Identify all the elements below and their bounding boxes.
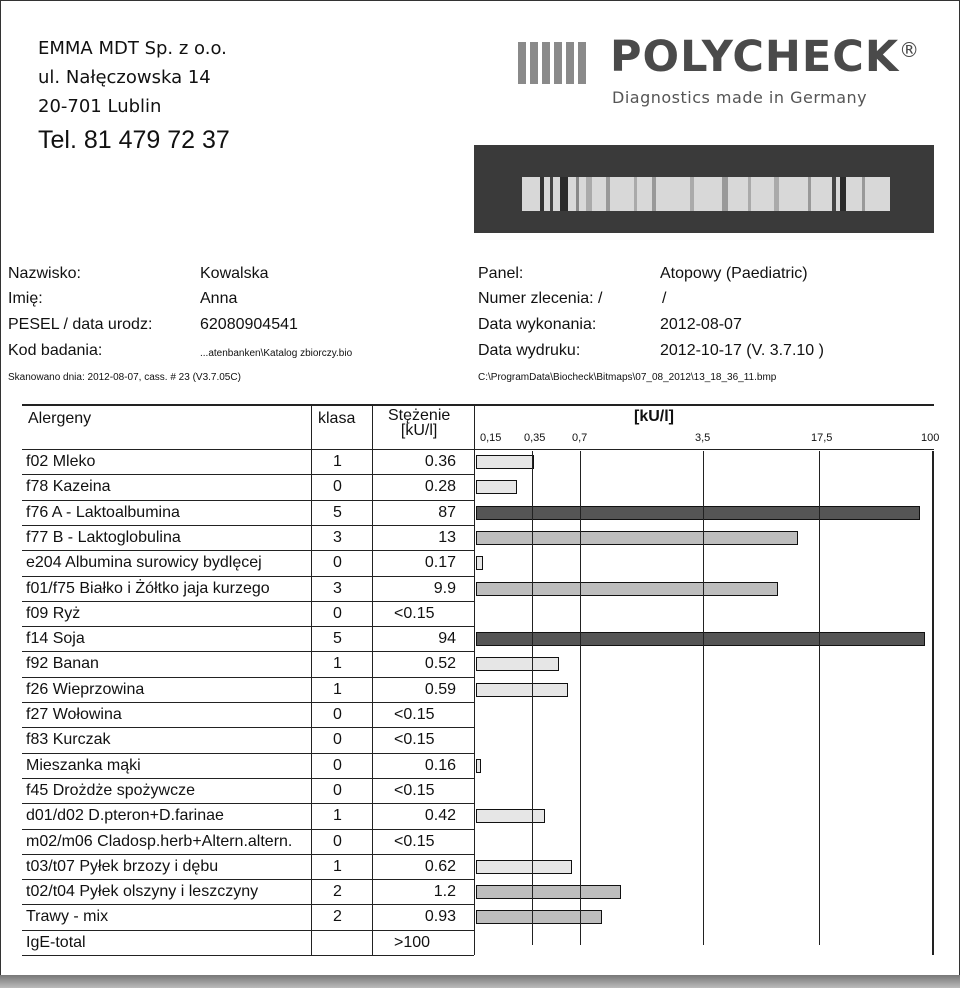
surname-value: Kowalska [200,265,269,282]
table-top-border [22,404,934,406]
lab-city: 20-701 Lublin [38,96,162,117]
row-divider [22,576,474,577]
surname-label: Nazwisko: [8,265,81,282]
result-bar [476,582,778,596]
chart-tick-label: 0,7 [572,432,588,444]
chart-tick-label: 3,5 [695,432,711,444]
order-number-label: Numer zlecenia: / [478,290,603,307]
page-edge-shadow [0,975,960,988]
allergen-concentration: 13 [438,528,456,546]
code-value: ...atenbanken\Katalog zbiorczy.bio [200,348,353,359]
allergen-class: 3 [333,579,342,597]
allergen-class: 5 [333,503,342,521]
name-label: Imię: [8,290,43,307]
printed-label: Data wydruku: [478,342,581,359]
allergen-name: f76 A - Laktoalbumina [26,503,180,521]
result-bar [476,632,925,646]
allergen-name: f09 Ryż [26,604,81,622]
row-divider [22,829,474,830]
chart-tick-label: 0,15 [480,432,502,444]
logo-bars-icon [518,42,590,89]
allergen-concentration: <0.15 [394,781,435,799]
allergen-name: f45 Drożdże spożywcze [26,781,195,799]
allergen-concentration: <0.15 [394,604,435,622]
allergen-name: f02 Mleko [26,453,96,470]
pesel-label: PESEL / data urodz: [8,316,153,333]
chart-grid-line [819,451,820,945]
test-strip-bands [522,177,890,211]
row-divider [22,651,474,652]
allergen-name: f77 B - Laktoglobulina [26,528,181,546]
result-bar [476,860,572,874]
bitmap-path: C:\ProgramData\Biocheck\Bitmaps\07_08_2012\13_18_36_11.bmp [478,372,777,383]
result-bar [476,531,798,545]
chart-right-border [932,451,934,955]
allergen-concentration: 0.93 [424,908,456,926]
results-table [22,404,940,954]
panel-label: Panel: [478,265,524,282]
chart-grid-line [532,451,533,945]
header-chart-unit: [kU/l] [634,408,674,425]
allergen-class: 0 [333,706,342,723]
allergen-name: f01/f75 Białko i Żółtko jaja kurzego [26,579,270,597]
allergen-name: f92 Banan [26,655,99,673]
allergen-class: 0 [333,756,342,774]
allergen-class: 5 [333,630,342,648]
row-divider [22,702,474,703]
result-bar [476,910,602,924]
allergen-concentration: 1.2 [433,883,456,901]
logo-brand: POLYCHECK® [610,32,921,82]
header-class: klasa [318,410,356,427]
result-bar [476,556,483,570]
allergen-concentration: 0.42 [424,807,456,825]
row-divider [22,803,474,804]
allergen-class: 0 [333,604,342,622]
allergen-concentration: 0.59 [424,680,456,698]
performed-date: 2012-08-07 [660,316,742,333]
header-divider [22,449,934,450]
row-divider [22,601,474,602]
allergen-class: 0 [333,554,342,572]
result-bar [476,455,534,469]
row-divider [22,525,474,526]
allergen-class: 0 [333,731,342,749]
row-divider [22,753,474,754]
allergen-name: f78 Kazeina [26,478,111,496]
lab-address [38,34,230,159]
allergen-name: Mieszanka mąki [26,756,141,774]
allergen-class: 2 [333,908,342,926]
performed-label: Data wykonania: [478,316,597,333]
pesel-value: 62080904541 [200,316,298,333]
allergen-name: t02/t04 Pyłek olszyny i leszczyny [26,883,259,901]
allergen-name: m02/m06 Cladosp.herb+Altern.altern. [26,832,293,850]
allergen-name: IgE-total [26,933,86,951]
polycheck-logo [518,32,921,110]
result-bar [476,759,481,773]
code-label: Kod badania: [8,342,103,359]
row-divider [22,879,474,880]
allergen-concentration: <0.15 [394,731,435,749]
allergen-concentration: <0.15 [394,706,435,723]
row-divider [22,727,474,728]
concentration-column-border [372,404,373,955]
allergen-concentration: 0.16 [424,756,456,774]
allergen-concentration: 9.9 [433,579,456,597]
allergen-class: 0 [333,781,342,799]
allergen-name: e204 Albumina surowicy bydlęcej [26,554,262,572]
allergen-concentration: 0.52 [424,655,456,673]
allergen-class: 1 [333,807,342,825]
allergen-class: 0 [333,478,342,496]
allergen-class: 1 [333,655,342,673]
result-bar [476,809,545,823]
chart-tick-label: 17,5 [811,432,833,444]
result-bar [476,506,920,520]
header-concentration: Stężenie [kU/l] [388,407,451,439]
allergen-class: 2 [333,883,342,901]
allergen-concentration: 94 [438,630,456,648]
allergen-name: t03/t07 Pyłek brzozy i dębu [26,857,219,875]
allergen-name: f26 Wieprzowina [26,680,145,698]
allergen-concentration: 0.36 [424,453,456,470]
row-divider [22,955,474,956]
allergen-name: Trawy - mix [26,908,109,926]
row-divider [22,500,474,501]
lab-name: EMMA MDT Sp. z o.o. [38,38,227,59]
allergen-name: f83 Kurczak [26,731,111,749]
row-divider [22,778,474,779]
printed-date: 2012-10-17 (V. 3.7.10 ) [660,342,824,359]
test-strip-image [474,145,934,233]
allergen-concentration: 0.28 [424,478,456,496]
allergen-class: 0 [333,832,342,850]
chart-left-border [474,404,475,955]
result-bar [476,657,559,671]
row-divider [22,904,474,905]
panel-value: Atopowy (Paediatric) [660,265,808,282]
row-divider [22,677,474,678]
allergen-class: 3 [333,528,342,546]
lab-phone: Tel. 81 479 72 37 [38,126,230,154]
chart-tick-label: 0,35 [524,432,546,444]
allergen-name: f14 Soja [26,630,85,648]
allergen-class: 1 [333,680,342,698]
allergen-name: f27 Wołowina [26,706,122,723]
chart-tick-label: 100 [921,432,940,444]
result-bar [476,885,621,899]
scan-info: Skanowano dnia: 2012-08-07, cass. # 23 (V3.7.05C) [8,372,241,383]
class-column-border [311,404,312,955]
row-divider [22,930,474,931]
chart-grid-line [703,451,704,945]
row-divider [22,550,474,551]
allergen-concentration: 87 [438,503,456,521]
result-bar [476,683,568,697]
name-value: Anna [200,290,238,307]
chart-grid-line [580,451,581,945]
order-number-value: / [662,290,667,307]
allergen-class: 1 [333,453,342,470]
allergen-class: 1 [333,857,342,875]
allergen-concentration: <0.15 [394,832,435,850]
row-divider [22,626,474,627]
logo-tagline: Diagnostics made in Germany [612,88,868,107]
allergen-concentration: >100 [394,933,431,951]
result-bar [476,480,517,494]
row-divider [22,854,474,855]
allergen-concentration: 0.62 [424,857,456,875]
allergen-concentration: 0.17 [424,554,456,572]
header-allergens: Alergeny [28,410,92,427]
lab-street: ul. Nałęczowska 14 [38,67,211,88]
allergen-name: d01/d02 D.pteron+D.farinae [26,807,224,825]
row-divider [22,474,474,475]
